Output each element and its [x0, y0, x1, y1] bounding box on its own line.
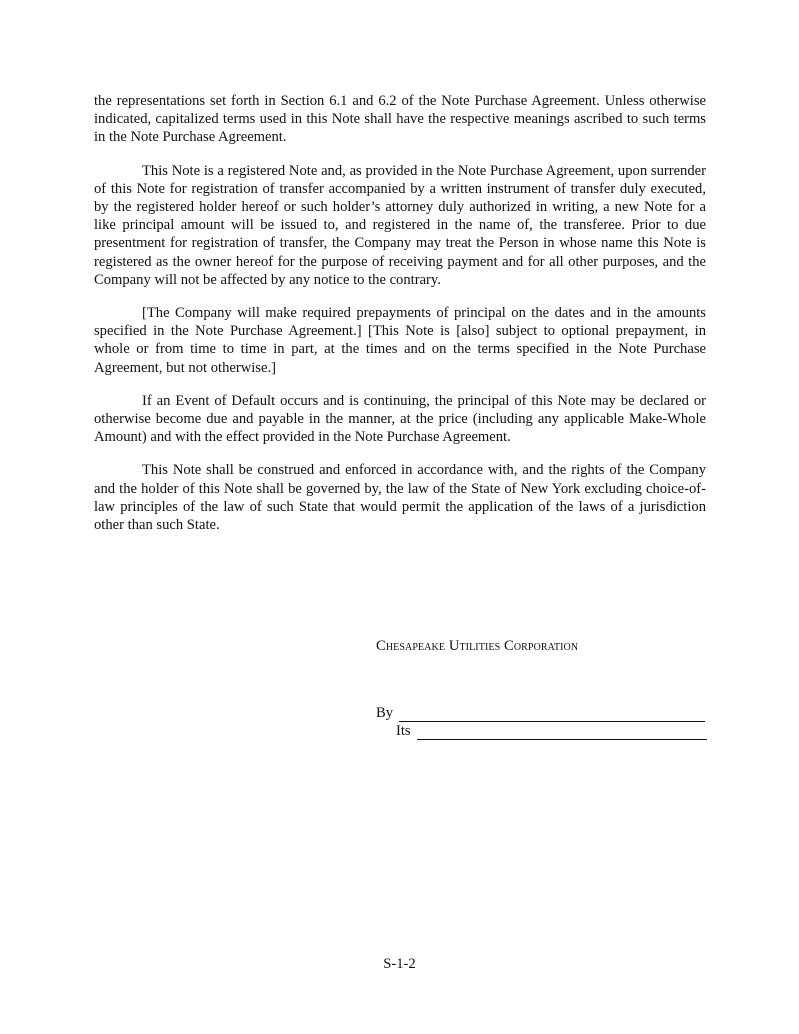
- signature-by-line: [376, 705, 705, 722]
- paragraph-registered-note: This Note is a registered Note and, as provided in the Note Purchase Agreement, upon surrender of this Note for registration of transfer accompanied by a written instrument of transfer duly executed, by the registered holder hereof or such holder’s attorney duly authorized in writing, a new Note for a like principal amount will be issued to, and registered in the name of, the transferee. Prior to due presentment for registration of transfer, the Company may treat the Person in whose name this Note is registered as the owner hereof for the purpose of receiving payment and for all other purposes, and the Company will not be affected by any notice to the contrary.: [94, 162, 706, 288]
- paragraph-representations: the representations set forth in Section 6.1 and 6.2 of the Note Purchase Agreement. Unless otherwise indicated, capitalized terms used in this Note shall have the respective meanings ascribed to such terms in the Note Purchase Agreement.: [94, 93, 706, 146]
- paragraph-event-of-default: If an Event of Default occurs and is continuing, the principal of this Note may be declared or otherwise become due and payable in the manner, at the price (including any applicable Make-Whole Amount) and with the effect provided in the Note Purchase Agreement.: [94, 392, 706, 446]
- company-name: Chesapeake Utilities Corporation: [376, 638, 579, 654]
- note-body: [94, 92, 706, 549]
- signature-its-line: [396, 723, 707, 740]
- its-title-blank: [417, 725, 707, 740]
- by-label: By: [376, 705, 394, 721]
- by-signature-blank: [399, 707, 705, 722]
- page-number: S-1-2: [383, 956, 416, 972]
- paragraph-governing-law: This Note shall be construed and enforced in accordance with, and the rights of the Company and the holder of this Note shall be governed by, the law of the State of New York excluding choice-of-law principles of the law of such State that would permit the application of the laws of a jurisdiction other than such State.: [94, 462, 706, 534]
- paragraph-prepayments: [The Company will make required prepayments of principal on the dates and in the amounts specified in the Note Purchase Agreement.] [This Note is [also] subject to optional prepayment, in whole or from time to time in part, at the times and on the terms specified in the Note Purchase Agreement, but not otherwise.]: [94, 305, 706, 376]
- its-label: Its: [396, 723, 411, 739]
